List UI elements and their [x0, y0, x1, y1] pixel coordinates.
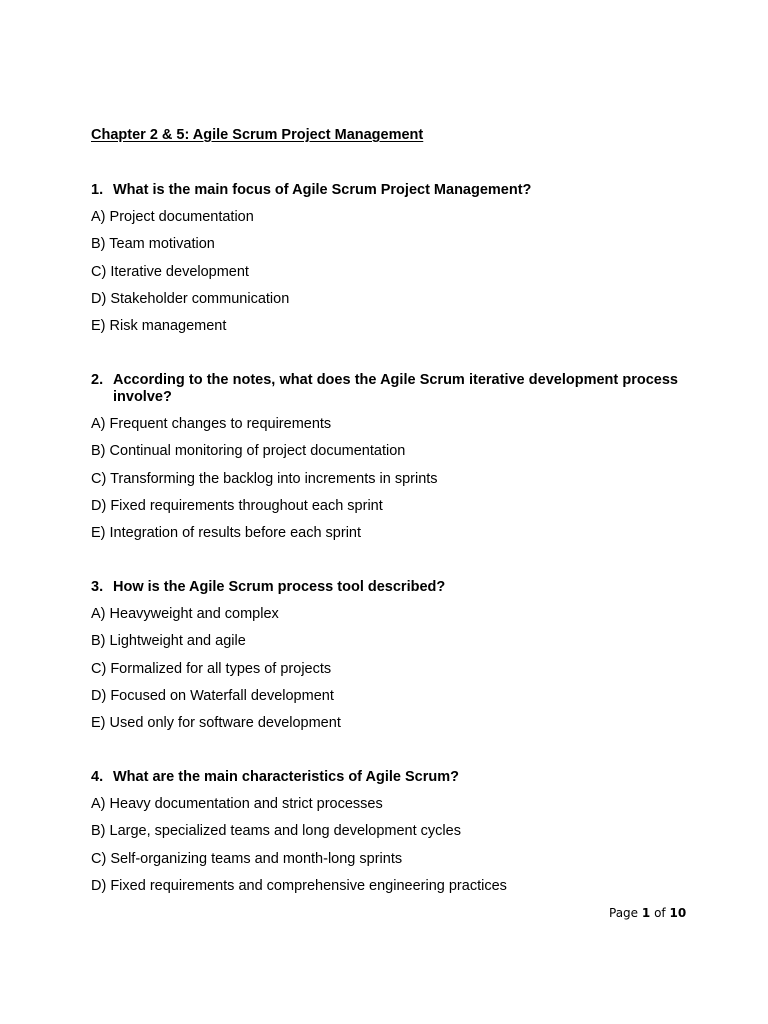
answer-option: E) Used only for software development — [91, 714, 341, 731]
answer-options — [91, 209, 678, 335]
answer-option: C) Formalized for all types of projects — [91, 660, 332, 677]
answer-option: E) Risk management — [91, 317, 227, 334]
question-4 — [91, 769, 678, 895]
answer-option: D) Fixed requirements and comprehensive engineering practices — [91, 877, 507, 894]
answer-options — [91, 606, 678, 732]
question-body: What are the main characteristics of Agile Scrum? — [113, 769, 459, 785]
question-text — [91, 579, 678, 596]
answer-option: A) Heavyweight and complex — [91, 606, 279, 623]
answer-option: B) Continual monitoring of project documentation — [91, 443, 406, 460]
question-text — [91, 769, 678, 786]
answer-option: E) Integration of results before each sprint — [91, 524, 362, 541]
current-page-number: 1 — [641, 906, 651, 920]
answer-option: D) Stakeholder communication — [91, 290, 290, 307]
question-number: 4. — [91, 769, 104, 785]
answer-options — [91, 796, 678, 895]
question-text — [91, 372, 678, 406]
answer-option: D) Focused on Waterfall development — [91, 687, 334, 704]
answer-option: A) Frequent changes to requirements — [91, 416, 332, 433]
answer-option: A) Project documentation — [91, 209, 254, 226]
answer-option: C) Transforming the backlog into increments in sprints — [91, 470, 438, 487]
question-body: What is the main focus of Agile Scrum Project Management? — [113, 182, 532, 198]
answer-option: B) Large, specialized teams and long development cycles — [91, 823, 461, 840]
page-number-footer — [609, 906, 686, 920]
question-body: How is the Agile Scrum process tool described? — [113, 579, 446, 595]
answer-options — [91, 416, 678, 542]
page-label: Page — [609, 906, 639, 920]
total-pages-number: 10 — [669, 906, 687, 920]
answer-option: C) Iterative development — [91, 263, 249, 280]
question-body: According to the notes, what does the Agile Scrum iterative development process involve? — [113, 372, 678, 405]
question-text — [91, 182, 678, 199]
question-1 — [91, 182, 678, 335]
answer-option: C) Self-organizing teams and month-long sprints — [91, 850, 403, 867]
question-number: 3. — [91, 579, 104, 595]
answer-option: B) Lightweight and agile — [91, 633, 246, 650]
answer-option: B) Team motivation — [91, 236, 215, 253]
document-title: Chapter 2 & 5: Agile Scrum Project Management — [91, 127, 424, 143]
answer-option: D) Fixed requirements throughout each sprint — [91, 497, 383, 514]
question-2 — [91, 372, 678, 542]
of-label: of — [654, 906, 666, 920]
question-number: 1. — [91, 182, 104, 198]
question-3 — [91, 579, 678, 732]
answer-option: A) Heavy documentation and strict processes — [91, 796, 383, 813]
question-number: 2. — [91, 372, 104, 388]
